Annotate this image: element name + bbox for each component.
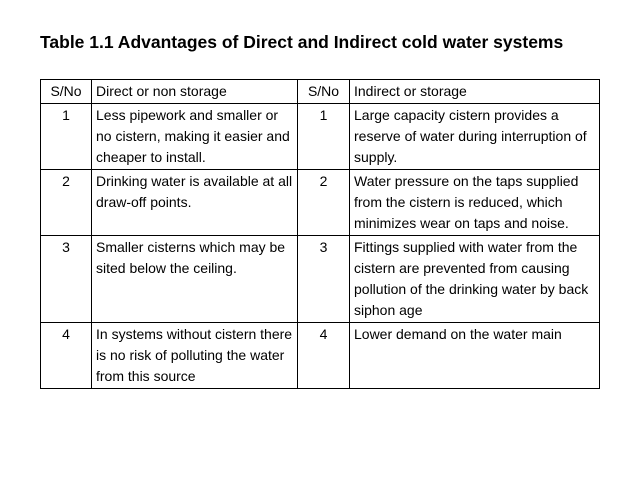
table-row <box>41 323 600 389</box>
cell-indirect: Lower demand on the water main <box>350 323 600 389</box>
cell-sno-right: 4 <box>298 323 350 389</box>
cell-sno-left: 4 <box>41 323 92 389</box>
cell-direct: Smaller cisterns which may be sited below the ceiling. <box>92 236 298 323</box>
cell-sno-left: 3 <box>41 236 92 323</box>
cell-indirect: Fittings supplied with water from the cistern are prevented from causing pollution of the drinking water by back siphon age <box>350 236 600 323</box>
advantages-table <box>40 79 600 389</box>
header-sno-left: S/No <box>41 80 92 104</box>
cell-sno-left: 2 <box>41 170 92 236</box>
table-row <box>41 104 600 170</box>
cell-indirect: Water pressure on the taps supplied from the cistern is reduced, which minimizes wear on taps and noise. <box>350 170 600 236</box>
header-sno-right: S/No <box>298 80 350 104</box>
cell-indirect: Large capacity cistern provides a reserve of water during interruption of supply. <box>350 104 600 170</box>
table-title: Table 1.1 Advantages of Direct and Indirect cold water systems <box>40 32 564 52</box>
cell-sno-left: 1 <box>41 104 92 170</box>
cell-direct: In systems without cistern there is no risk of polluting the water from this source <box>92 323 298 389</box>
cell-sno-right: 2 <box>298 170 350 236</box>
cell-sno-right: 1 <box>298 104 350 170</box>
table-row <box>41 170 600 236</box>
cell-sno-right: 3 <box>298 236 350 323</box>
table-row <box>41 236 600 323</box>
header-indirect: Indirect or storage <box>350 80 600 104</box>
header-direct: Direct or non storage <box>92 80 298 104</box>
cell-direct: Less pipework and smaller or no cistern, making it easier and cheaper to install. <box>92 104 298 170</box>
cell-direct: Drinking water is available at all draw-off points. <box>92 170 298 236</box>
table-header-row <box>41 80 600 104</box>
